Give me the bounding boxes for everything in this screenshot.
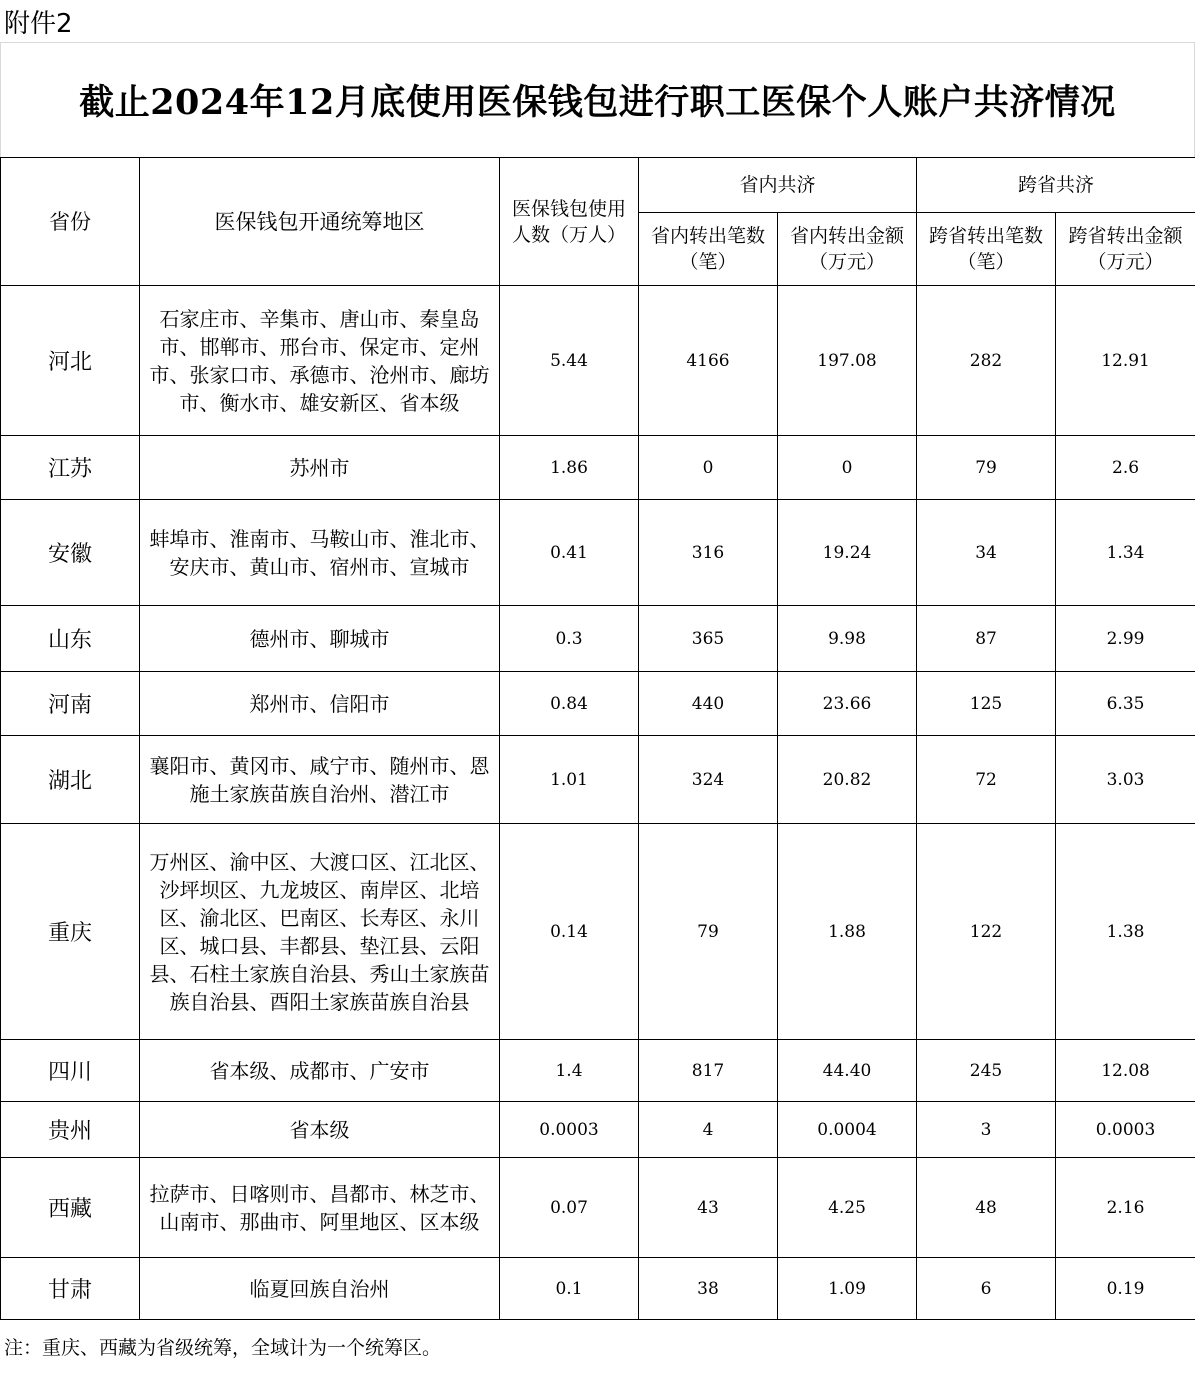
province-cell: 江苏 xyxy=(1,436,140,500)
table-row xyxy=(1,1102,1195,1158)
inter-count-cell: 122 xyxy=(917,824,1056,1040)
data-table xyxy=(0,157,1195,1320)
table-row xyxy=(1,736,1195,824)
table-row xyxy=(1,286,1195,436)
intra-amount-cell: 1.09 xyxy=(778,1258,917,1320)
intra-amount-cell: 197.08 xyxy=(778,286,917,436)
inter-count-cell: 34 xyxy=(917,500,1056,606)
header-intra-count: 省内转出笔数（笔） xyxy=(639,213,778,286)
header-users: 医保钱包使用人数（万人） xyxy=(500,158,639,286)
table-row xyxy=(1,1258,1195,1320)
intra-amount-cell: 0.0004 xyxy=(778,1102,917,1158)
inter-amount-cell: 1.38 xyxy=(1056,824,1195,1040)
province-cell: 安徽 xyxy=(1,500,140,606)
region-cell: 蚌埠市、淮南市、马鞍山市、淮北市、安庆市、黄山市、宿州市、宣城市 xyxy=(140,500,500,606)
intra-amount-cell: 20.82 xyxy=(778,736,917,824)
inter-count-cell: 87 xyxy=(917,606,1056,672)
intra-amount-cell: 0 xyxy=(778,436,917,500)
attachment-label: 附件2 xyxy=(4,9,73,39)
inter-count-cell: 282 xyxy=(917,286,1056,436)
inter-amount-cell: 6.35 xyxy=(1056,672,1195,736)
inter-count-cell: 6 xyxy=(917,1258,1056,1320)
inter-count-cell: 72 xyxy=(917,736,1056,824)
inter-amount-cell: 3.03 xyxy=(1056,736,1195,824)
header-inter-group: 跨省共济 xyxy=(917,158,1195,213)
table-row xyxy=(1,606,1195,672)
users-cell: 1.01 xyxy=(500,736,639,824)
region-cell: 省本级 xyxy=(140,1102,500,1158)
region-cell: 省本级、成都市、广安市 xyxy=(140,1040,500,1102)
province-cell: 贵州 xyxy=(1,1102,140,1158)
intra-count-cell: 38 xyxy=(639,1258,778,1320)
region-cell: 临夏回族自治州 xyxy=(140,1258,500,1320)
inter-amount-cell: 0.0003 xyxy=(1056,1102,1195,1158)
intra-amount-cell: 23.66 xyxy=(778,672,917,736)
province-cell: 四川 xyxy=(1,1040,140,1102)
inter-amount-cell: 1.34 xyxy=(1056,500,1195,606)
intra-amount-cell: 44.40 xyxy=(778,1040,917,1102)
province-cell: 甘肃 xyxy=(1,1258,140,1320)
inter-amount-cell: 0.19 xyxy=(1056,1258,1195,1320)
table-row xyxy=(1,1040,1195,1102)
inter-count-cell: 79 xyxy=(917,436,1056,500)
header-divider xyxy=(0,42,1195,43)
users-cell: 0.41 xyxy=(500,500,639,606)
inter-amount-cell: 2.16 xyxy=(1056,1158,1195,1258)
users-cell: 1.86 xyxy=(500,436,639,500)
header-inter-count: 跨省转出笔数（笔） xyxy=(917,213,1056,286)
users-cell: 0.3 xyxy=(500,606,639,672)
header-intra-group: 省内共济 xyxy=(639,158,917,213)
inter-count-cell: 3 xyxy=(917,1102,1056,1158)
users-cell: 0.14 xyxy=(500,824,639,1040)
users-cell: 0.07 xyxy=(500,1158,639,1258)
region-cell: 襄阳市、黄冈市、咸宁市、随州市、恩施土家族苗族自治州、潜江市 xyxy=(140,736,500,824)
province-cell: 重庆 xyxy=(1,824,140,1040)
users-cell: 0.84 xyxy=(500,672,639,736)
intra-amount-cell: 9.98 xyxy=(778,606,917,672)
intra-count-cell: 324 xyxy=(639,736,778,824)
table-row xyxy=(1,1158,1195,1258)
users-cell: 0.1 xyxy=(500,1258,639,1320)
intra-count-cell: 817 xyxy=(639,1040,778,1102)
intra-count-cell: 4 xyxy=(639,1102,778,1158)
users-cell: 5.44 xyxy=(500,286,639,436)
region-cell: 拉萨市、日喀则市、昌都市、林芝市、山南市、那曲市、阿里地区、区本级 xyxy=(140,1158,500,1258)
region-cell: 万州区、渝中区、大渡口区、江北区、沙坪坝区、九龙坡区、南岸区、北培区、渝北区、巴南区、长寿区、永川区、城口县、丰都县、垫江县、云阳县、石柱土家族自治县、秀山土家族苗族自治县、酉阳土家族苗族自治县 xyxy=(140,824,500,1040)
inter-count-cell: 125 xyxy=(917,672,1056,736)
intra-count-cell: 365 xyxy=(639,606,778,672)
table-row xyxy=(1,824,1195,1040)
intra-count-cell: 4166 xyxy=(639,286,778,436)
province-cell: 西藏 xyxy=(1,1158,140,1258)
inter-amount-cell: 2.99 xyxy=(1056,606,1195,672)
header-inter-amount: 跨省转出金额（万元） xyxy=(1056,213,1195,286)
inter-count-cell: 48 xyxy=(917,1158,1056,1258)
users-cell: 0.0003 xyxy=(500,1102,639,1158)
header-intra-amount: 省内转出金额（万元） xyxy=(778,213,917,286)
region-cell: 苏州市 xyxy=(140,436,500,500)
inter-count-cell: 245 xyxy=(917,1040,1056,1102)
province-cell: 湖北 xyxy=(1,736,140,824)
table-row xyxy=(1,436,1195,500)
province-cell: 河北 xyxy=(1,286,140,436)
inter-amount-cell: 12.08 xyxy=(1056,1040,1195,1102)
header-province: 省份 xyxy=(1,158,140,286)
intra-amount-cell: 1.88 xyxy=(778,824,917,1040)
table-row xyxy=(1,500,1195,606)
header-region: 医保钱包开通统筹地区 xyxy=(140,158,500,286)
province-cell: 山东 xyxy=(1,606,140,672)
intra-count-cell: 316 xyxy=(639,500,778,606)
inter-amount-cell: 12.91 xyxy=(1056,286,1195,436)
province-cell: 河南 xyxy=(1,672,140,736)
table-row xyxy=(1,672,1195,736)
intra-amount-cell: 4.25 xyxy=(778,1158,917,1258)
region-cell: 石家庄市、辛集市、唐山市、秦皇岛市、邯郸市、邢台市、保定市、定州市、张家口市、承德市、沧州市、廊坊市、衡水市、雄安新区、省本级 xyxy=(140,286,500,436)
intra-count-cell: 43 xyxy=(639,1158,778,1258)
region-cell: 郑州市、信阳市 xyxy=(140,672,500,736)
inter-amount-cell: 2.6 xyxy=(1056,436,1195,500)
intra-count-cell: 0 xyxy=(639,436,778,500)
intra-amount-cell: 19.24 xyxy=(778,500,917,606)
footnote: 注：重庆、西藏为省级统筹，全域计为一个统筹区。 xyxy=(4,1337,442,1359)
page-title: 截止2024年12月底使用医保钱包进行职工医保个人账户共济情况 xyxy=(79,82,1116,123)
intra-count-cell: 440 xyxy=(639,672,778,736)
region-cell: 德州市、聊城市 xyxy=(140,606,500,672)
users-cell: 1.4 xyxy=(500,1040,639,1102)
intra-count-cell: 79 xyxy=(639,824,778,1040)
